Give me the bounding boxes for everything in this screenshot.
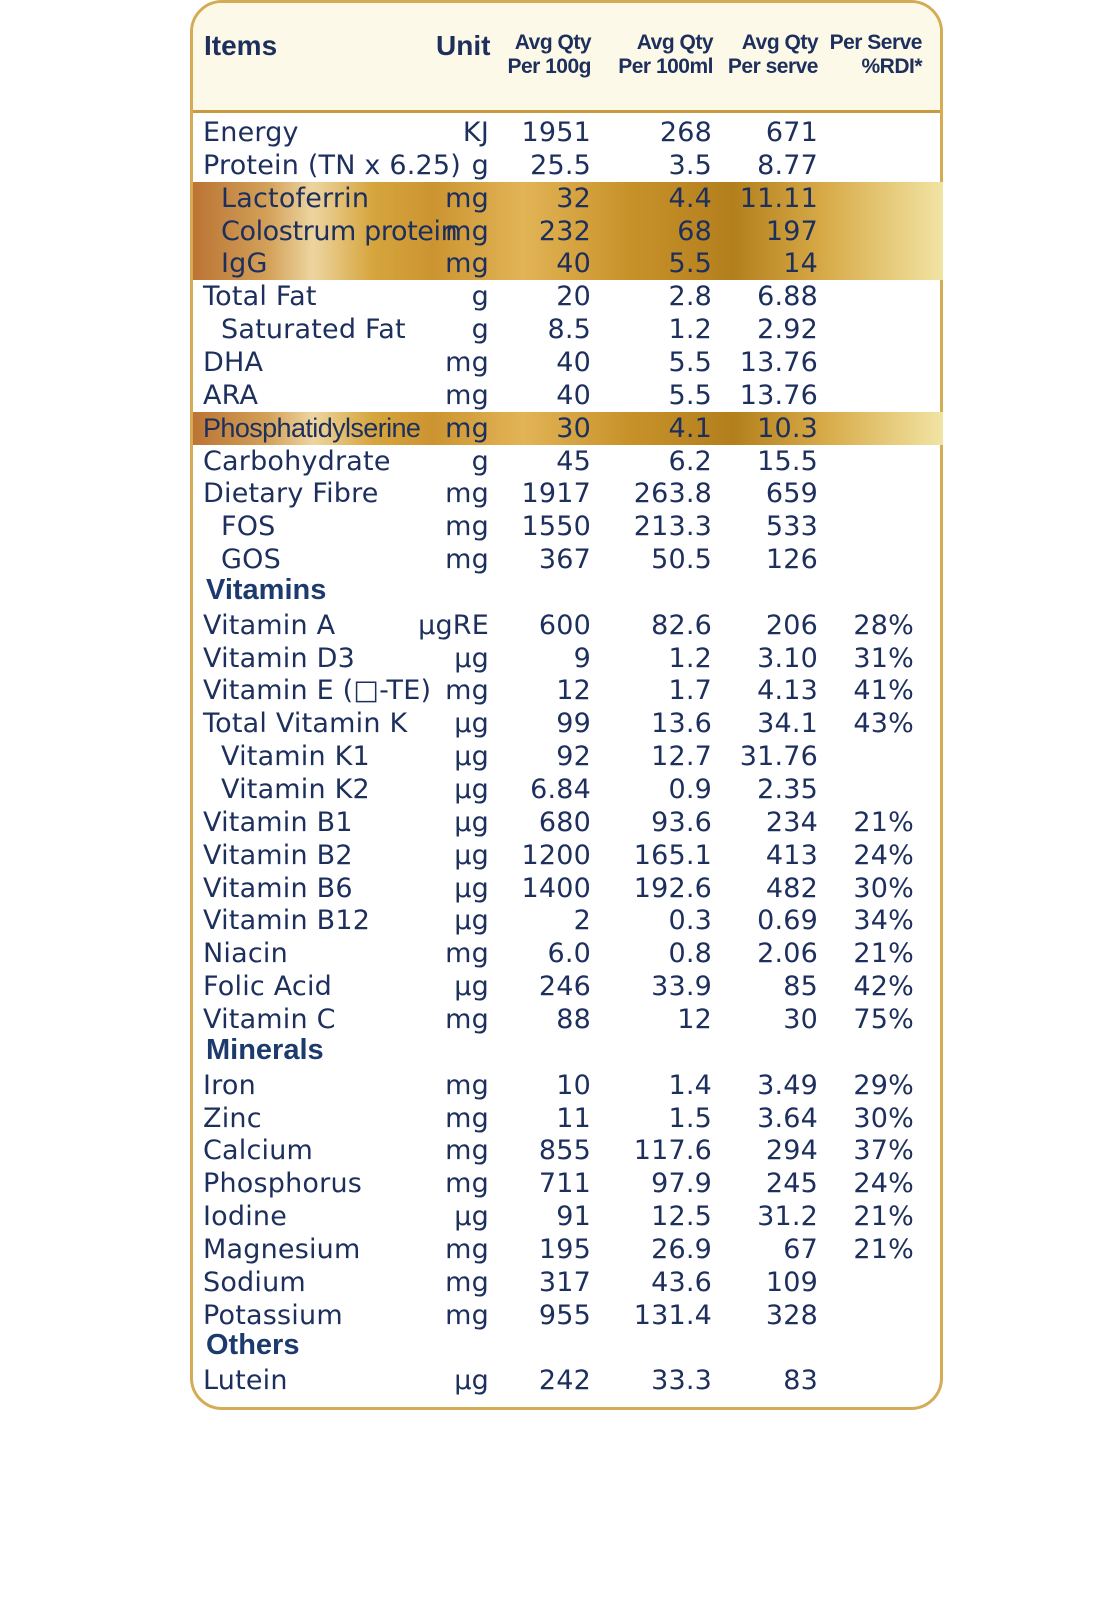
nutrient-row bbox=[0, 412, 1119, 445]
nutrient-unit: µg bbox=[454, 708, 489, 740]
qty-per-100g: 88 bbox=[556, 1003, 591, 1035]
nutrient-unit: µg bbox=[454, 971, 489, 1003]
qty-per-serve: 659 bbox=[765, 478, 818, 510]
nutrient-row bbox=[0, 346, 1119, 379]
qty-per-serve: 109 bbox=[765, 1266, 818, 1298]
nutrient-row bbox=[0, 773, 1119, 806]
nutrient-unit: mg bbox=[445, 248, 489, 280]
qty-per-100g: 91 bbox=[556, 1201, 591, 1233]
nutrient-name: Phosphatidylserine bbox=[203, 412, 421, 443]
nutrient-row bbox=[0, 477, 1119, 510]
qty-per-100ml: 68 bbox=[677, 215, 712, 247]
rdi-percent: 43% bbox=[853, 708, 914, 740]
nutrient-row bbox=[0, 1167, 1119, 1200]
nutrient-unit: µg bbox=[454, 1201, 489, 1233]
nutrient-row bbox=[0, 1069, 1119, 1102]
nutrient-name: Phosphorus bbox=[203, 1168, 363, 1200]
qty-per-100ml: 5.5 bbox=[668, 379, 712, 411]
qty-per-100ml: 93.6 bbox=[651, 806, 712, 838]
nutrient-row bbox=[0, 707, 1119, 740]
qty-per-serve: 10.3 bbox=[757, 412, 818, 444]
qty-per-100ml: 97.9 bbox=[651, 1168, 712, 1200]
nutrient-unit: mg bbox=[445, 346, 489, 378]
qty-per-100ml: 6.2 bbox=[668, 445, 712, 477]
nutrient-unit: mg bbox=[445, 412, 489, 444]
nutrient-row bbox=[0, 1364, 1119, 1397]
qty-per-serve: 671 bbox=[765, 117, 818, 148]
nutrient-name: Protein (TN x 6.25) bbox=[203, 149, 462, 181]
nutrient-name: Lactoferrin bbox=[221, 182, 370, 214]
qty-per-serve: 3.10 bbox=[757, 642, 818, 674]
rdi-percent: 34% bbox=[853, 905, 914, 937]
nutrient-unit: mg bbox=[445, 215, 489, 247]
qty-per-100ml: 131.4 bbox=[633, 1299, 712, 1331]
nutrient-unit: mg bbox=[445, 1102, 489, 1134]
nutrient-unit: mg bbox=[445, 675, 489, 707]
qty-per-100g: 680 bbox=[538, 806, 591, 838]
qty-per-100ml: 1.2 bbox=[668, 314, 712, 346]
nutrient-name: Vitamin D3 bbox=[203, 642, 355, 674]
qty-per-100g: 20 bbox=[556, 281, 591, 313]
qty-per-serve: 3.49 bbox=[757, 1069, 818, 1101]
qty-per-100g: 2 bbox=[573, 905, 591, 937]
qty-per-serve: 234 bbox=[765, 806, 818, 838]
qty-per-serve: 0.69 bbox=[757, 905, 818, 937]
rdi-percent: 21% bbox=[853, 1201, 914, 1233]
qty-per-100ml: 12.5 bbox=[651, 1201, 712, 1233]
rdi-percent: 41% bbox=[853, 675, 914, 707]
nutrient-name: Vitamin K1 bbox=[221, 741, 370, 773]
qty-per-100g: 232 bbox=[538, 215, 591, 247]
qty-per-100ml: 0.3 bbox=[668, 905, 712, 937]
nutrient-name: Total Vitamin K bbox=[203, 708, 408, 740]
qty-per-serve: 14 bbox=[783, 248, 818, 280]
qty-per-100g: 195 bbox=[538, 1233, 591, 1265]
qty-per-100ml: 3.5 bbox=[668, 149, 712, 181]
nutrient-row bbox=[0, 1233, 1119, 1266]
qty-per-100g: 12 bbox=[556, 675, 591, 707]
nutrient-unit: µg bbox=[454, 774, 489, 805]
nutrient-unit: mg bbox=[445, 1299, 489, 1331]
qty-per-serve: 11.11 bbox=[739, 182, 818, 214]
qty-per-100ml: 43.6 bbox=[651, 1266, 712, 1298]
nutrient-row bbox=[0, 313, 1119, 346]
nutrient-unit: mg bbox=[445, 1069, 489, 1101]
rdi-percent: 24% bbox=[853, 839, 914, 871]
rdi-percent: 24% bbox=[853, 1168, 914, 1200]
nutrient-name: FOS bbox=[221, 511, 276, 543]
nutrient-name: ARA bbox=[203, 379, 259, 411]
nutrient-name: Vitamin E (□-TE) bbox=[203, 675, 432, 707]
nutrient-row bbox=[0, 904, 1119, 937]
qty-per-100ml: 192.6 bbox=[633, 872, 712, 904]
qty-per-serve: 8.77 bbox=[757, 149, 818, 181]
nutrient-name: IgG bbox=[221, 248, 268, 280]
qty-per-100ml: 13.6 bbox=[651, 708, 712, 740]
qty-per-100g: 317 bbox=[538, 1266, 591, 1298]
nutrient-unit: µg bbox=[454, 741, 489, 773]
qty-per-serve: 533 bbox=[765, 511, 818, 543]
nutrient-unit: µgRE bbox=[418, 609, 489, 641]
highlight-band bbox=[0, 642, 1119, 675]
nutrient-row bbox=[0, 1200, 1119, 1233]
qty-per-100g: 11 bbox=[556, 1102, 591, 1134]
qty-per-serve: 6.88 bbox=[757, 281, 818, 313]
nutrient-name: Folic Acid bbox=[203, 971, 332, 1003]
qty-per-100g: 955 bbox=[538, 1299, 591, 1331]
nutrient-name: Zinc bbox=[203, 1102, 262, 1134]
nutrient-row bbox=[0, 740, 1119, 773]
nutrient-unit: g bbox=[471, 445, 489, 477]
qty-per-serve: 13.76 bbox=[739, 379, 818, 411]
nutrient-unit: g bbox=[471, 314, 489, 346]
rdi-percent: 30% bbox=[853, 872, 914, 904]
nutrient-row bbox=[0, 379, 1119, 412]
rdi-percent: 37% bbox=[853, 1135, 914, 1167]
qty-per-100g: 855 bbox=[538, 1135, 591, 1167]
nutrient-name: Energy bbox=[203, 117, 299, 148]
qty-per-100g: 9 bbox=[573, 642, 591, 674]
qty-per-serve: 15.5 bbox=[757, 445, 818, 477]
nutrient-unit: mg bbox=[445, 1168, 489, 1200]
nutrient-name: Sodium bbox=[203, 1266, 306, 1298]
qty-per-100g: 32 bbox=[556, 182, 591, 214]
qty-per-100g: 6.84 bbox=[530, 774, 591, 805]
qty-per-100ml: 263.8 bbox=[633, 478, 712, 510]
nutrient-name: GOS bbox=[221, 544, 281, 576]
nutrient-unit: mg bbox=[445, 1233, 489, 1265]
nutrient-name: Niacin bbox=[203, 938, 288, 970]
nutrient-name: Lutein bbox=[203, 1365, 288, 1397]
qty-per-100ml: 165.1 bbox=[633, 839, 712, 871]
nutrient-unit: µg bbox=[454, 642, 489, 674]
nutrient-name: Magnesium bbox=[203, 1233, 361, 1265]
nutrient-name: Saturated Fat bbox=[221, 314, 406, 346]
nutrient-row bbox=[0, 182, 1119, 215]
rdi-percent: 21% bbox=[853, 938, 914, 970]
nutrient-unit: mg bbox=[445, 938, 489, 970]
qty-per-100ml: 12 bbox=[677, 1003, 712, 1035]
qty-per-100ml: 5.5 bbox=[668, 248, 712, 280]
nutrient-unit: mg bbox=[445, 544, 489, 576]
qty-per-serve: 30 bbox=[783, 1003, 818, 1035]
nutrient-name: Vitamin A bbox=[203, 609, 336, 641]
nutrient-name: Potassium bbox=[203, 1299, 343, 1331]
qty-per-serve: 3.64 bbox=[757, 1102, 818, 1134]
nutrient-row bbox=[0, 149, 1119, 182]
qty-per-serve: 482 bbox=[765, 872, 818, 904]
rdi-percent: 30% bbox=[853, 1102, 914, 1134]
header-per-100ml: Avg Qty Per 100ml bbox=[618, 31, 713, 78]
nutrient-row bbox=[0, 1299, 1119, 1332]
qty-per-100ml: 4.1 bbox=[668, 412, 712, 444]
nutrient-name: Colostrum protein bbox=[221, 215, 458, 247]
nutrient-name: Vitamin B2 bbox=[203, 839, 353, 871]
nutrient-unit: mg bbox=[445, 1266, 489, 1298]
qty-per-100ml: 33.9 bbox=[651, 971, 712, 1003]
section-heading: Minerals bbox=[206, 1033, 324, 1066]
nutrient-unit: mg bbox=[445, 182, 489, 214]
qty-per-serve: 67 bbox=[783, 1233, 818, 1265]
nutrient-row bbox=[0, 543, 1119, 576]
rdi-percent: 31% bbox=[853, 642, 914, 674]
header-per-100g: Avg Qty Per 100g bbox=[507, 31, 591, 78]
qty-per-serve: 34.1 bbox=[757, 708, 818, 740]
nutrient-name: Vitamin B12 bbox=[203, 905, 371, 937]
qty-per-100g: 45 bbox=[556, 445, 591, 477]
qty-per-100g: 30 bbox=[556, 412, 591, 444]
qty-per-serve: 294 bbox=[765, 1135, 818, 1167]
qty-per-100ml: 1.2 bbox=[668, 642, 712, 674]
qty-per-100g: 40 bbox=[556, 346, 591, 378]
nutrient-unit: mg bbox=[445, 478, 489, 510]
qty-per-100ml: 0.8 bbox=[668, 938, 712, 970]
nutrient-row bbox=[0, 280, 1119, 313]
qty-per-100ml: 50.5 bbox=[651, 544, 712, 576]
qty-per-serve: 245 bbox=[765, 1168, 818, 1200]
nutrient-row bbox=[0, 642, 1119, 675]
qty-per-100g: 711 bbox=[538, 1168, 591, 1200]
nutrient-unit: g bbox=[471, 281, 489, 313]
qty-per-100ml: 213.3 bbox=[633, 511, 712, 543]
nutrient-name: DHA bbox=[203, 346, 264, 378]
nutrient-unit: mg bbox=[445, 511, 489, 543]
nutrient-row bbox=[0, 806, 1119, 839]
nutrient-name: Calcium bbox=[203, 1135, 314, 1167]
nutrient-unit: µg bbox=[454, 839, 489, 871]
qty-per-100ml: 1.5 bbox=[668, 1102, 712, 1134]
nutrient-row bbox=[0, 872, 1119, 905]
nutrient-unit: g bbox=[471, 149, 489, 181]
nutrient-row bbox=[0, 215, 1119, 248]
header-items: Items bbox=[204, 30, 278, 61]
qty-per-100g: 1550 bbox=[521, 511, 591, 543]
qty-per-100g: 1917 bbox=[521, 478, 591, 510]
nutrient-row bbox=[0, 116, 1119, 149]
nutrient-row bbox=[0, 1134, 1119, 1167]
qty-per-100ml: 82.6 bbox=[651, 609, 712, 641]
nutrient-unit: µg bbox=[454, 905, 489, 937]
qty-per-100ml: 1.4 bbox=[668, 1069, 712, 1101]
header-per-serve: Avg Qty Per serve bbox=[727, 31, 818, 78]
qty-per-100ml: 12.7 bbox=[651, 741, 712, 773]
section-heading: Others bbox=[206, 1329, 300, 1362]
qty-per-serve: 2.92 bbox=[757, 314, 818, 346]
qty-per-serve: 197 bbox=[765, 215, 818, 247]
qty-per-100g: 1951 bbox=[521, 117, 591, 148]
nutrient-row bbox=[0, 445, 1119, 478]
highlight-band bbox=[0, 904, 1119, 937]
qty-per-100ml: 1.7 bbox=[668, 675, 712, 707]
rdi-percent: 28% bbox=[853, 609, 914, 641]
nutrient-unit: µg bbox=[454, 806, 489, 838]
nutrient-unit: mg bbox=[445, 1135, 489, 1167]
qty-per-100g: 92 bbox=[556, 741, 591, 773]
qty-per-100g: 1200 bbox=[521, 839, 591, 871]
qty-per-serve: 328 bbox=[765, 1299, 818, 1331]
qty-per-serve: 126 bbox=[765, 544, 818, 576]
qty-per-100g: 6.0 bbox=[547, 938, 591, 970]
qty-per-serve: 2.35 bbox=[757, 774, 818, 805]
qty-per-100ml: 5.5 bbox=[668, 346, 712, 378]
nutrient-row bbox=[0, 510, 1119, 543]
qty-per-serve: 4.13 bbox=[757, 675, 818, 707]
qty-per-serve: 31.76 bbox=[739, 741, 818, 773]
rdi-percent: 42% bbox=[853, 971, 914, 1003]
qty-per-100g: 367 bbox=[538, 544, 591, 576]
qty-per-100g: 246 bbox=[538, 971, 591, 1003]
nutrient-row bbox=[0, 1102, 1119, 1135]
qty-per-100g: 8.5 bbox=[547, 314, 591, 346]
qty-per-100ml: 0.9 bbox=[668, 774, 712, 805]
qty-per-100g: 600 bbox=[538, 609, 591, 641]
qty-per-100ml: 26.9 bbox=[651, 1233, 712, 1265]
nutrient-row bbox=[0, 674, 1119, 707]
nutrient-unit: µg bbox=[454, 872, 489, 904]
qty-per-serve: 13.76 bbox=[739, 346, 818, 378]
qty-per-100ml: 33.3 bbox=[651, 1365, 712, 1397]
rdi-percent: 21% bbox=[853, 1233, 914, 1265]
header-rdi: Per Serve %RDI* bbox=[829, 31, 922, 78]
rdi-percent: 29% bbox=[853, 1069, 914, 1101]
qty-per-100g: 25.5 bbox=[530, 149, 591, 181]
nutrient-row bbox=[0, 247, 1119, 280]
nutrient-name: Vitamin K2 bbox=[221, 774, 370, 805]
nutrient-row bbox=[0, 937, 1119, 970]
nutrient-name: Vitamin B1 bbox=[203, 806, 353, 838]
nutrient-name: Vitamin C bbox=[203, 1003, 336, 1035]
qty-per-100g: 242 bbox=[538, 1365, 591, 1397]
qty-per-100g: 99 bbox=[556, 708, 591, 740]
section-heading: Vitamins bbox=[206, 573, 327, 606]
nutrient-name: Iodine bbox=[203, 1201, 288, 1233]
qty-per-serve: 2.06 bbox=[757, 938, 818, 970]
qty-per-100ml: 4.4 bbox=[668, 182, 712, 214]
nutrient-unit: mg bbox=[445, 1003, 489, 1035]
qty-per-100ml: 268 bbox=[659, 117, 712, 148]
qty-per-serve: 31.2 bbox=[757, 1201, 818, 1233]
nutrient-name: Dietary Fibre bbox=[203, 478, 379, 510]
nutrient-name: Vitamin B6 bbox=[203, 872, 353, 904]
nutrient-name: Carbohydrate bbox=[203, 445, 391, 477]
nutrient-name: Iron bbox=[203, 1069, 256, 1101]
nutrient-row bbox=[0, 1003, 1119, 1036]
qty-per-serve: 83 bbox=[783, 1365, 818, 1397]
qty-per-100ml: 117.6 bbox=[633, 1135, 712, 1167]
header-unit: Unit bbox=[436, 30, 491, 61]
nutrient-unit: KJ bbox=[462, 117, 489, 148]
qty-per-100g: 10 bbox=[556, 1069, 591, 1101]
qty-per-100g: 1400 bbox=[521, 872, 591, 904]
qty-per-serve: 413 bbox=[765, 839, 818, 871]
qty-per-100ml: 2.8 bbox=[668, 281, 712, 313]
qty-per-100g: 40 bbox=[556, 379, 591, 411]
nutrient-row bbox=[0, 1266, 1119, 1299]
nutrient-row bbox=[0, 970, 1119, 1003]
rdi-percent: 21% bbox=[853, 806, 914, 838]
nutrient-unit: µg bbox=[454, 1365, 489, 1397]
qty-per-serve: 85 bbox=[783, 971, 818, 1003]
rdi-percent: 75% bbox=[853, 1003, 914, 1035]
nutrient-name: Total Fat bbox=[203, 281, 317, 313]
nutrient-row bbox=[0, 839, 1119, 872]
nutrient-row bbox=[0, 609, 1119, 642]
nutrient-unit: mg bbox=[445, 379, 489, 411]
qty-per-100g: 40 bbox=[556, 248, 591, 280]
qty-per-serve: 206 bbox=[765, 609, 818, 641]
